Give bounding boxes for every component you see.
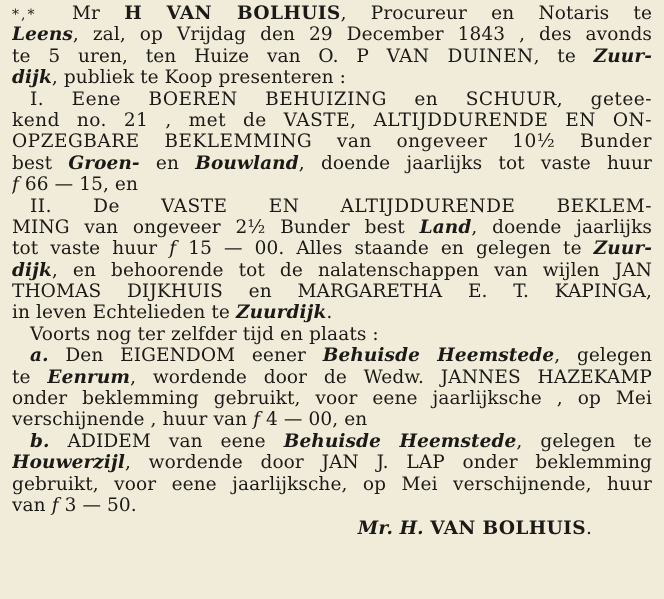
notice-line-11: MING van ongeveer 2½ Bunder best Land, doende jaarlijks bbox=[12, 216, 652, 238]
notice-line-16: Voorts nog ter zelfder tijd en plaats : bbox=[30, 323, 379, 345]
notice-line-1: *,* Mr H VAN BOLHUIS, Procureur en Notaris te bbox=[12, 3, 652, 24]
notice-line-22: Houwerzijl, wordende door JAN J. LAP onder beklemming bbox=[12, 452, 652, 474]
notice-line-12: tot vaste huur f 15 — 00. Alles staande en gelegen te Zuur- bbox=[12, 238, 652, 260]
notice-line-6: kend no. 21 , met de VASTE, ALTIJDDURENDE EN ON- bbox=[12, 109, 652, 131]
notice-line-5: I. Eene BOEREN BEHUIZING en SCHUUR, getee- bbox=[30, 88, 652, 110]
notice-line-9: f 66 — 15, en bbox=[12, 174, 139, 196]
signature: Mr. H. VAN BOLHUIS. bbox=[357, 518, 592, 540]
notice-line-18: te Eenrum, wordende door de Wedw. JANNES HAZEKAMP bbox=[12, 366, 652, 388]
notice-line-13: dijk, en behoorende tot de nalatenschappen van wijlen JAN bbox=[12, 259, 652, 281]
place-leens: Leens bbox=[12, 24, 73, 46]
notice-line-20: verschijnende , huur van f 4 — 00, en bbox=[12, 409, 368, 431]
notice-line-7: OPZEGBARE BEKLEMMING van ongeveer 10½ Bunder bbox=[12, 131, 652, 153]
notice-line-15: in leven Echtelieden te Zuurdijk. bbox=[12, 302, 333, 324]
notice-line-4: dijk, publiek te Koop presenteren : bbox=[12, 67, 347, 89]
notice-line-3: te 5 uren, ten Huize van O. P VAN DUINEN, te Zuur- bbox=[12, 45, 652, 67]
notice-line-17: a. Den EIGENDOM eener Behuisde Heemstede, gelegen bbox=[30, 345, 652, 367]
ornament-mark: *,* bbox=[12, 7, 37, 23]
notary-name: VAN BOLHUIS bbox=[166, 3, 341, 24]
notice-line-21: b. ADIDEM van eene Behuisde Heemstede, gelegen te bbox=[30, 430, 652, 452]
notice-line-8: best Groen- en Bouwland, doende jaarlijks tot vaste huur bbox=[12, 152, 652, 174]
notice-line-2: Leens, zal, op Vrijdag den 29 December 1843 , des avonds bbox=[12, 24, 652, 46]
notice-line-10: II. De VASTE EN ALTIJDDURENDE BEKLEM- bbox=[30, 195, 652, 217]
notice-line-14: THOMAS DIJKHUIS en MARGARETHA E. T. KAPINGA, bbox=[12, 281, 652, 303]
notice-line-24: van f 3 — 50. bbox=[12, 494, 137, 516]
notice-line-19: onder beklemming gebruikt, voor eene jaarlijksche , op Mei bbox=[12, 388, 652, 410]
notice-line-23: gebruikt, voor eene jaarlijksche, op Mei verschijnende, huur bbox=[12, 473, 652, 495]
